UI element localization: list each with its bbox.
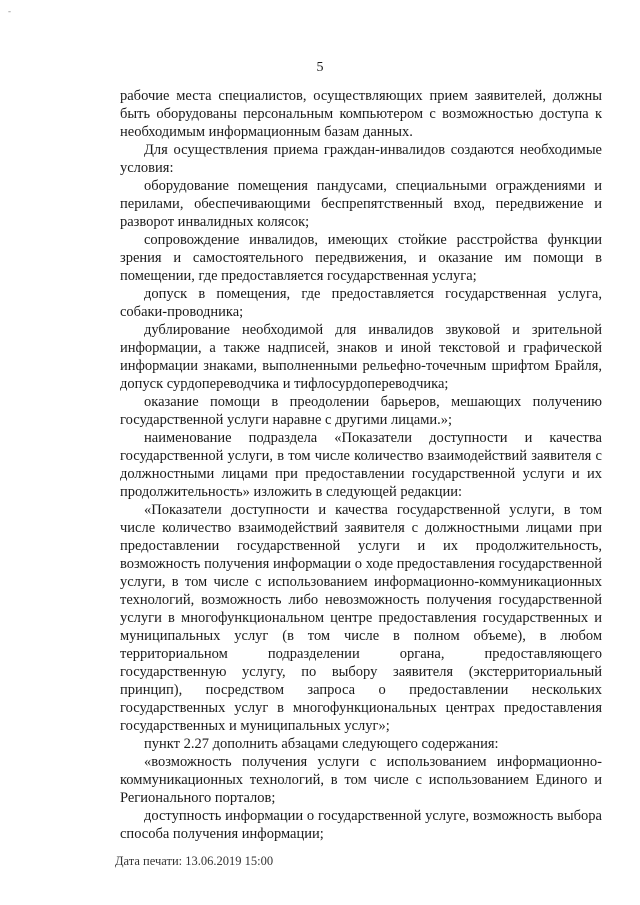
paragraph-quality-indicators: «Показатели доступности и качества государственной услуги, в том числе количество взаимодействий заявителя с должностными лицами при предоставлении государственной услуги и их продолжительность, возможность получения информации о ходе предоставления государственной услуги, в том числе с использованием информационно-коммуникационных технологий, возможность либо невозможность получения государственной услуги в многофункциональном центре предоставления государственных и муниципальных услуг (в том числе в полном объеме), в любом территориальном подразделении органа, предоставляющего государственную услугу, по выбору заявителя (экстерриториальный принцип), посредством запроса о предоставлении нескольких государственных услуг в многофункциональных центрах предоставления государственных и муниципальных услуг»; bbox=[120, 502, 602, 734]
paragraph-info-availability: доступность информации о государственной услуге, возможность выбора способа получения информации; bbox=[120, 808, 602, 842]
paragraph-workplaces: рабочие места специалистов, осуществляющих прием заявителей, должны быть оборудованы персональным компьютером с возможностью доступа к необходимым информационным базам данных. bbox=[120, 88, 602, 140]
corner-mark: - bbox=[8, 6, 11, 16]
paragraph-braille: дублирование необходимой для инвалидов звуковой и зрительной информации, а также надписей, знаков и иной текстовой и графической информации знаками, выполненными рельефно-точечным шрифтом Брайля, допуск сурдопереводчика и тифлосурдопереводчика; bbox=[120, 322, 602, 392]
paragraph-ramps: оборудование помещения пандусами, специальными ограждениями и перилами, обеспечивающими беспрепятственный вход, передвижение и разворот инвалидных колясок; bbox=[120, 178, 602, 230]
paragraph-conditions-intro: Для осуществления приема граждан-инвалидов создаются необходимые условия: bbox=[120, 142, 602, 176]
page-number: 5 bbox=[316, 60, 324, 75]
paragraph-guide-dog: допуск в помещения, где предоставляется государственная услуга, собаки-проводника; bbox=[120, 286, 602, 320]
paragraph-barriers: оказание помощи в преодолении барьеров, мешающих получению государственной услуги наравне с другими лицами.»; bbox=[120, 394, 602, 428]
paragraph-subsection-name: наименование подраздела «Показатели доступности и качества государственной услуги, в том числе количество взаимодействий заявителя с должностными лицами при предоставлении государственной услуги и их продолжительность» изложить в следующей редакции: bbox=[120, 430, 602, 500]
paragraph-ict-access: «возможность получения услуги с использованием информационно-коммуникационных технологий, в том числе с использованием Единого и Регионального порталов; bbox=[120, 754, 602, 806]
paragraph-escort: сопровождение инвалидов, имеющих стойкие расстройства функции зрения и самостоятельного передвижения, и оказание им помощи в помещении, где предоставляется государственная услуга; bbox=[120, 232, 602, 284]
print-date: Дата печати: 13.06.2019 15:00 bbox=[115, 854, 274, 868]
paragraph-clause-2-27: пункт 2.27 дополнить абзацами следующего содержания: bbox=[144, 736, 499, 752]
body-text bbox=[120, 87, 602, 843]
